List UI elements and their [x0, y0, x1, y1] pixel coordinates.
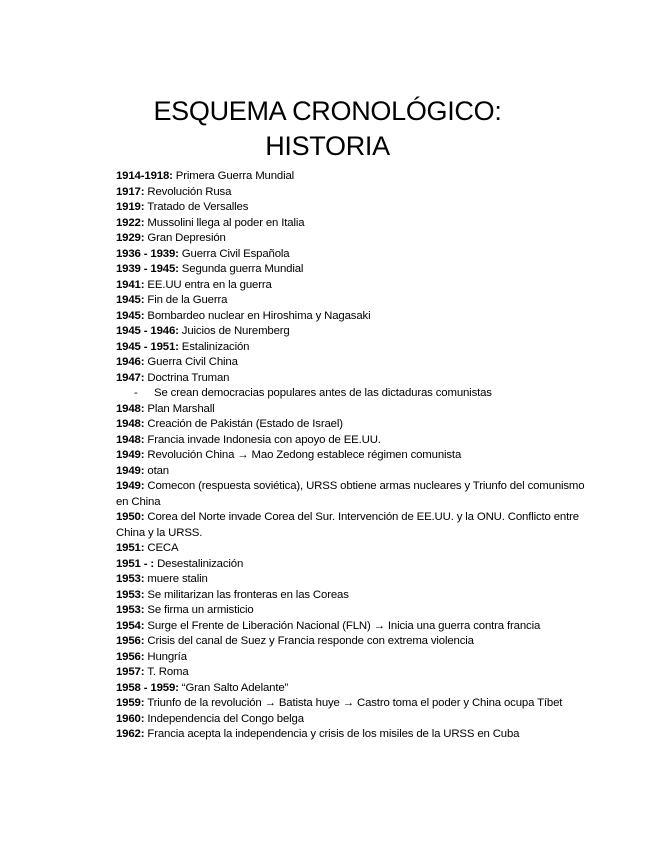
entry-date: 1953:	[116, 588, 145, 601]
timeline-entry	[116, 417, 586, 433]
entry-text: Juicios de Nuremberg	[178, 325, 290, 337]
entry-text: Hungría	[144, 650, 187, 663]
entry-date: 1947:	[116, 371, 145, 384]
entry-text: Segunda guerra Mundial	[178, 263, 304, 275]
entry-date: 1951:	[116, 542, 145, 554]
bullet-dash: -	[134, 387, 138, 399]
entry-date: 1945:	[116, 294, 145, 306]
timeline-entry	[116, 371, 586, 387]
entry-date: 1950:	[116, 511, 145, 523]
timeline-entry	[116, 185, 586, 201]
entry-text: Fin de la Guerra	[144, 294, 228, 306]
entry-text: Tratado de Versalles	[144, 201, 249, 213]
entry-text: Se militarizan las fronteras en las Coreas	[144, 588, 349, 601]
timeline-entry	[116, 603, 586, 619]
entry-date: 1945 - 1946:	[116, 325, 179, 337]
timeline-entry	[116, 309, 586, 325]
entry-date: 1941:	[116, 278, 145, 291]
timeline-entry	[116, 650, 586, 666]
entry-text: muere stalin	[144, 573, 208, 585]
entry-text: Bombardeo nuclear en Hiroshima y Nagasaki	[144, 309, 371, 322]
timeline-entry	[116, 386, 586, 402]
timeline-entry	[116, 541, 586, 557]
entry-text: Revolución Rusa	[144, 185, 232, 198]
timeline-entry	[116, 278, 586, 294]
timeline-entry	[116, 402, 586, 418]
timeline-entry	[116, 231, 586, 247]
entry-date: 1953:	[116, 604, 145, 616]
entry-date: 1945:	[116, 309, 145, 322]
timeline-entry	[116, 433, 586, 449]
entry-text: Crisis del canal de Suez y Francia responde con extrema violencia	[144, 635, 474, 647]
entry-date: 1957:	[116, 666, 145, 678]
timeline-entry	[116, 216, 586, 232]
timeline-entry	[116, 727, 586, 743]
entry-date: 1949:	[116, 480, 145, 492]
entry-text: Independencia del Congo belga	[144, 712, 304, 725]
timeline-entry	[116, 510, 586, 541]
page-title	[0, 94, 655, 164]
entry-date: 1953:	[116, 573, 145, 585]
entry-text: Mussolini llega al poder en Italia	[144, 216, 305, 229]
entry-text: CECA	[144, 542, 179, 554]
timeline-entry	[116, 262, 586, 278]
title-line-1: ESQUEMA CRONOLÓGICO:	[153, 96, 502, 127]
entry-text: “Gran Salto Adelante”	[178, 681, 289, 694]
timeline-entry	[116, 634, 586, 650]
timeline-entry	[116, 665, 586, 681]
timeline-entry	[116, 479, 586, 510]
entry-date: 1954:	[116, 619, 145, 632]
timeline-entry	[116, 464, 586, 480]
entry-text: Revolución China → Mao Zedong establece régimen comunista	[144, 449, 462, 461]
entry-text: Plan Marshall	[144, 402, 215, 415]
entry-date: 1956:	[116, 635, 145, 647]
entry-date: 1946:	[116, 356, 145, 368]
entry-text: Francia invade Indonesia con apoyo de EE.UU.	[144, 433, 381, 446]
entry-text: Desestalinización	[154, 557, 244, 570]
timeline-entry	[116, 572, 586, 588]
timeline-entry	[116, 355, 586, 371]
timeline-entry	[116, 681, 586, 697]
entry-date: 1948:	[116, 402, 145, 415]
entry-date: 1914-1918:	[116, 170, 173, 182]
entry-date: 1948:	[116, 433, 145, 446]
entry-text: Guerra Civil Española	[178, 247, 290, 260]
timeline-entry	[116, 712, 586, 728]
timeline-entry	[116, 619, 586, 635]
entry-text: Surge el Frente de Liberación Nacional (FLN) → Inicia una guerra contra francia	[144, 619, 541, 632]
timeline-entry	[116, 293, 586, 309]
timeline-entry	[116, 169, 586, 185]
timeline-list	[116, 169, 586, 743]
entry-date: 1949:	[116, 449, 145, 461]
entry-date: 1951 - :	[116, 557, 155, 570]
entry-date: 1929:	[116, 232, 145, 244]
entry-text: EE.UU entra en la guerra	[144, 278, 272, 291]
timeline-entry	[116, 340, 586, 356]
entry-date: 1939 - 1945:	[116, 263, 179, 275]
entry-text: Triunfo de la revolución → Batista huye → Castro toma el poder y China ocupa Tíbet	[144, 697, 563, 709]
entry-date: 1962:	[116, 728, 145, 740]
entry-date: 1960:	[116, 712, 145, 725]
entry-text: Gran Depresión	[144, 232, 226, 244]
entry-text: Doctrina Truman	[144, 371, 230, 384]
timeline-entry	[116, 448, 586, 464]
entry-text: Creación de Pakistán (Estado de Israel)	[144, 418, 343, 430]
entry-date: 1936 - 1939:	[116, 247, 179, 260]
entry-text: Se crean democracias populares antes de las dictaduras comunistas	[154, 387, 492, 399]
entry-date: 1945 - 1951:	[116, 340, 179, 353]
entry-text: T. Roma	[144, 666, 189, 678]
timeline-entry	[116, 696, 586, 712]
entry-date: 1948:	[116, 418, 145, 430]
entry-text: Se firma un armisticio	[144, 604, 254, 616]
entry-date: 1949:	[116, 464, 145, 477]
entry-text: Primera Guerra Mundial	[172, 170, 295, 182]
entry-text: Francia acepta la independencia y crisis de los misiles de la URSS en Cuba	[144, 728, 520, 740]
entry-date: 1958 - 1959:	[116, 681, 179, 694]
timeline-entry	[116, 200, 586, 216]
entry-text: Guerra Civil China	[144, 356, 238, 368]
title-line-2: HISTORIA	[265, 131, 390, 162]
entry-text: Corea del Norte invade Corea del Sur. Intervención de EE.UU. y la ONU. Conflicto entre China y la URSS.	[116, 511, 579, 539]
entry-date: 1956:	[116, 650, 145, 663]
entry-text: Comecon (respuesta soviética), URSS obtiene armas nucleares y Triunfo del comunismo en China	[116, 480, 585, 508]
entry-date: 1959:	[116, 697, 145, 709]
timeline-entry	[116, 588, 586, 604]
entry-date: 1922:	[116, 216, 145, 229]
timeline-entry	[116, 557, 586, 573]
entry-date: 1917:	[116, 185, 145, 198]
entry-date: 1919:	[116, 201, 145, 213]
entry-text: otan	[144, 464, 169, 477]
timeline-entry	[116, 324, 586, 340]
timeline-entry	[116, 247, 586, 263]
entry-text: Estalinización	[178, 340, 250, 353]
